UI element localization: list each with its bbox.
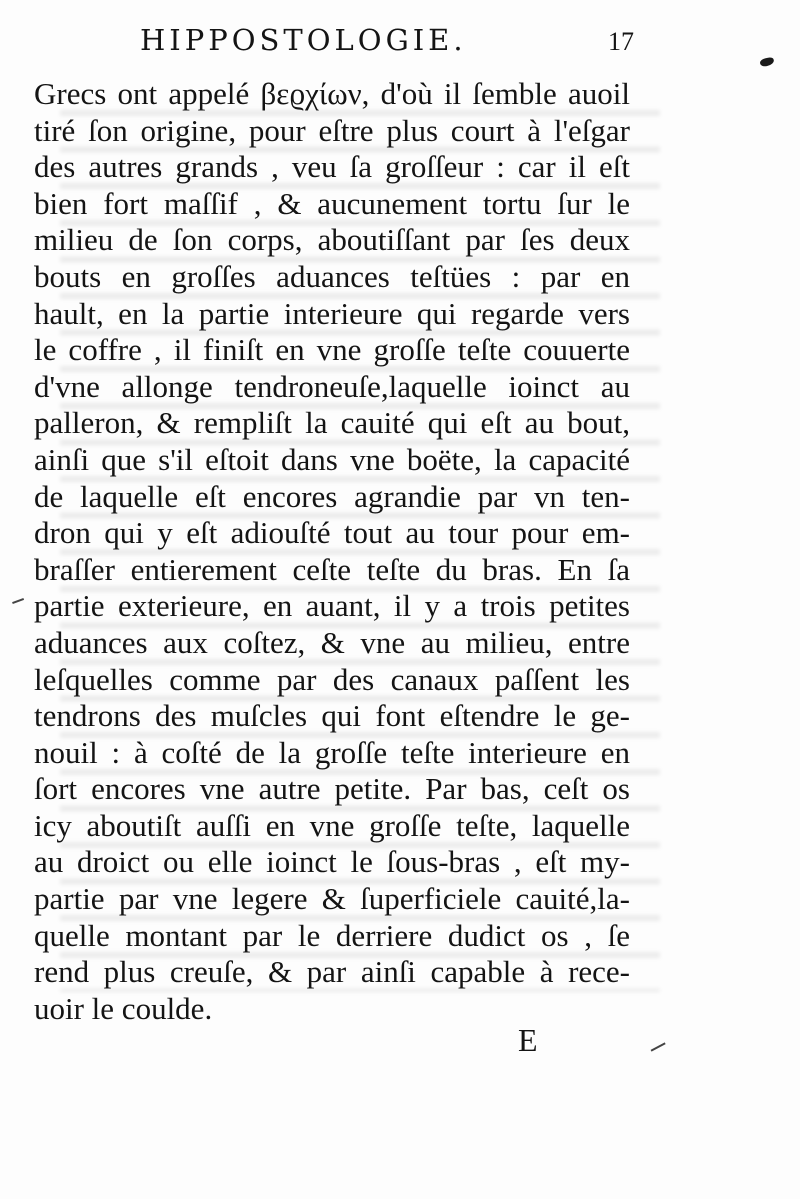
text-line: des autres grands , veu ſa groſſeur : car il eſt xyxy=(34,149,630,185)
signature-mark: E xyxy=(518,1022,538,1058)
text-line: ſort encores vne autre petite. Par bas, ceſt os xyxy=(34,771,630,807)
text-line: rend plus creuſe, & par ainſi capable à rece- xyxy=(34,954,630,990)
body-text xyxy=(34,76,630,1027)
margin-mark xyxy=(12,598,24,604)
text-line: partie par vne legere & ſuperficiele cauité,la- xyxy=(34,881,630,917)
text-line: tendrons des muſcles qui font eſtendre le ge- xyxy=(34,698,630,734)
text-line: uoir le coulde. xyxy=(34,990,213,1026)
text-line: hault, en la partie interieure qui regarde vers xyxy=(34,295,630,331)
ink-blot xyxy=(759,57,774,68)
text-line: braſſer entierement ceſte teſte du bras. En ſa xyxy=(34,551,630,587)
text-line: bouts en groſſes aduances teſtües : par en xyxy=(34,258,630,294)
page-number: 17 xyxy=(608,27,634,56)
text-line: icy aboutiſt auſſi en vne groſſe teſte, laquelle xyxy=(34,807,630,843)
text-line: Grecs ont appelé βεϱχίων, d'où il ſemble auoil xyxy=(34,76,630,111)
text-line: d'vne allonge tendroneuſe,laquelle ioinct au xyxy=(34,368,630,404)
text-line: au droict ou elle ioinct le ſous-bras , eſt my- xyxy=(34,844,630,880)
text-line: bien fort maſſif , & aucunement tortu ſur le xyxy=(34,185,630,221)
text-line: milieu de ſon corps, aboutiſſant par ſes deux xyxy=(34,222,630,258)
text-line: palleron, & rempliſt la cauité qui eſt au bout, xyxy=(34,405,630,441)
text-line: le coffre , il finiſt en vne groſſe teſte couuerte xyxy=(34,332,630,368)
text-line: nouil : à coſté de la groſſe teſte interieure en xyxy=(34,734,630,770)
text-line: partie exterieure, en auant, il y a trois petites xyxy=(34,588,630,624)
text-line: de laquelle eſt encores agrandie par vn ten- xyxy=(34,478,630,514)
text-line: dron qui y eſt adiouſté tout au tour pour em- xyxy=(34,515,630,551)
running-head xyxy=(0,22,800,58)
margin-mark xyxy=(651,1042,666,1051)
text-line: ainſi que s'il eſtoit dans vne boëte, la capacité xyxy=(34,441,630,477)
running-title: HIPPOSTOLOGIE. xyxy=(140,23,467,57)
text-line: leſquelles comme par des canaux paſſent les xyxy=(34,661,630,697)
text-line: tiré ſon origine, pour eſtre plus court à l'eſgar xyxy=(34,112,630,148)
text-line: aduances aux coſtez, & vne au milieu, entre xyxy=(34,624,630,660)
text-line: quelle montant par le derriere dudict os , ſe xyxy=(34,917,630,953)
